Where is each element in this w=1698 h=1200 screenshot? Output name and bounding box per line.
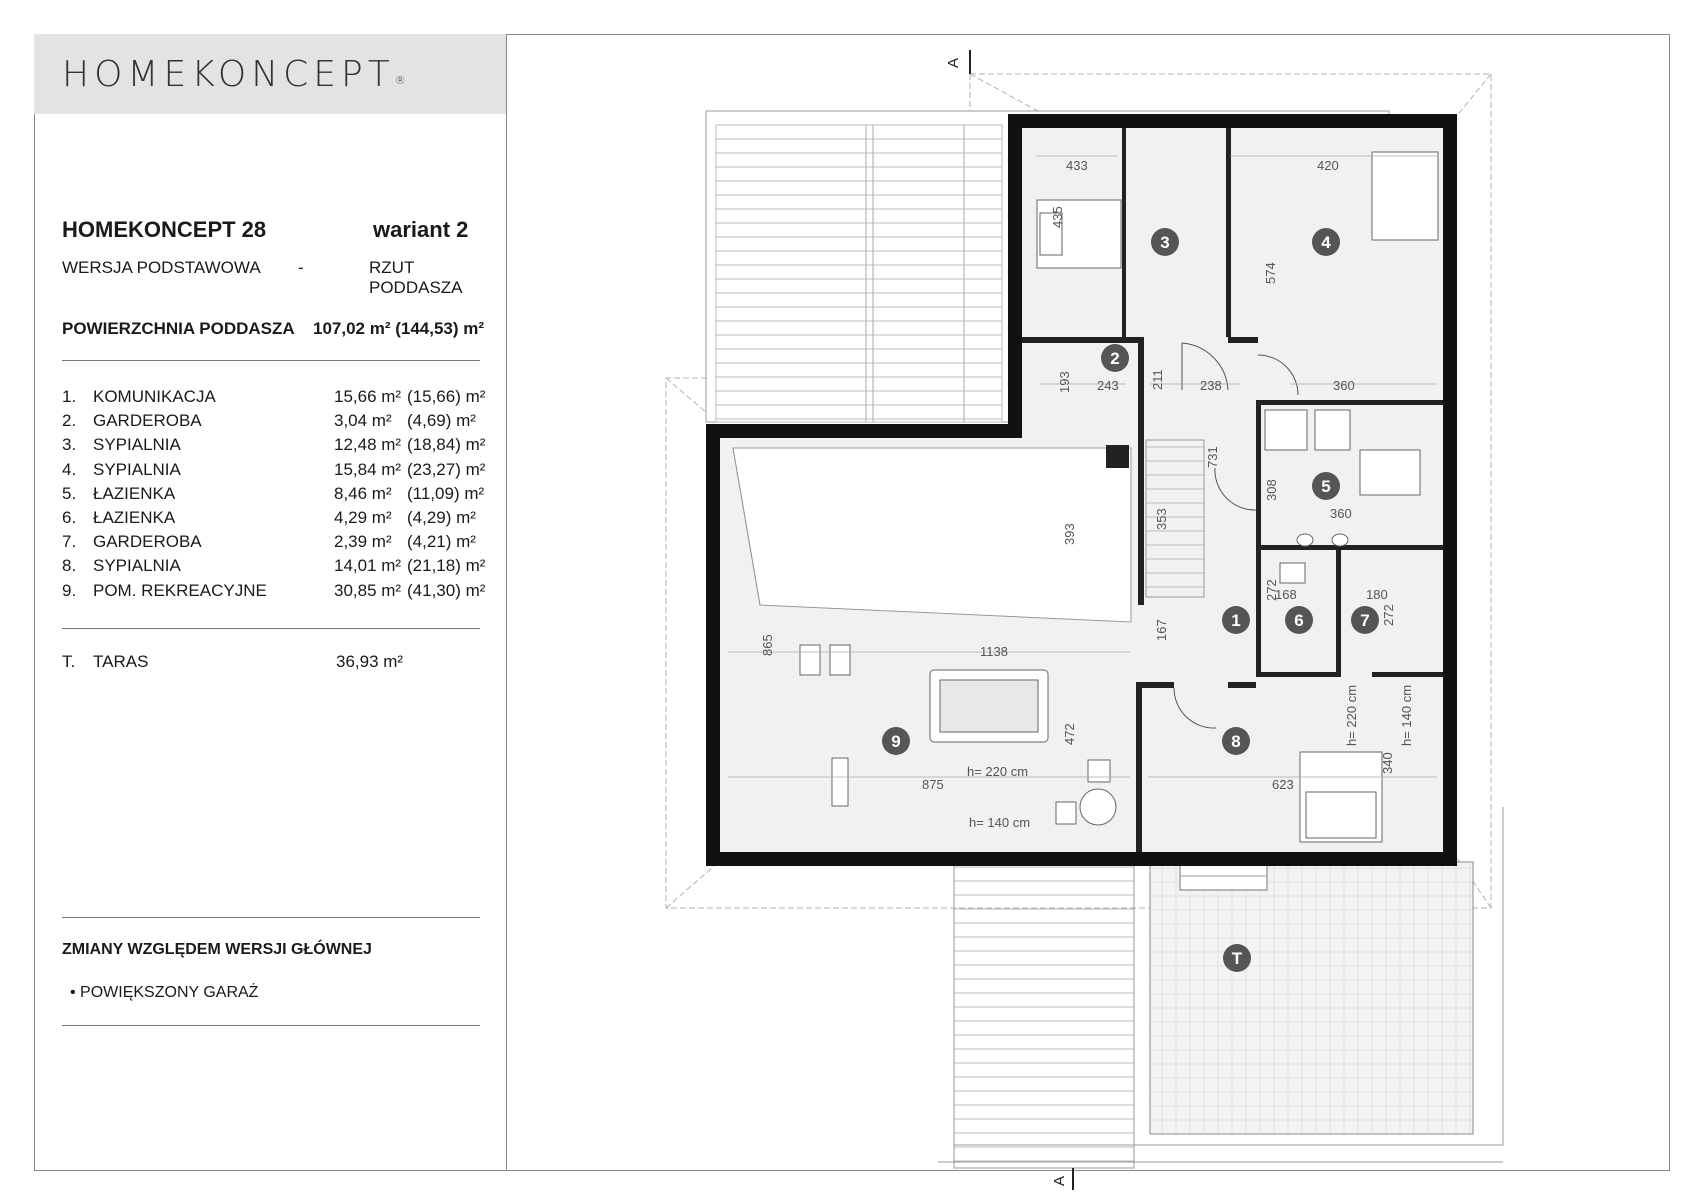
area-value: 107,02 m² (144,53) m² — [313, 319, 485, 338]
dim-label: 420 — [1317, 158, 1339, 173]
area-label: POWIERZCHNIA PODDASZA — [62, 319, 295, 338]
dim-label: 1138 — [980, 644, 1008, 659]
room-name: POM. REKREACYJNE — [93, 580, 267, 600]
room-total-area: (4,29) m² — [407, 508, 476, 527]
room-number: 8. — [62, 556, 77, 576]
room-number: 2. — [62, 411, 77, 431]
room-marker: 2 — [1110, 349, 1120, 368]
room-total-area: (4,21) m² — [407, 532, 476, 552]
dim-label: 393 — [1062, 523, 1077, 545]
project-name: HOMEKONCEPT 28 — [62, 217, 267, 242]
room-marker: 5 — [1321, 477, 1331, 496]
room-name: GARDEROBA — [93, 411, 202, 431]
room-marker: 7 — [1360, 611, 1370, 630]
room-name: GARDEROBA — [93, 532, 202, 552]
room-total-area: (18,84) m² — [407, 435, 486, 455]
section-mark-label: A — [945, 57, 962, 68]
dim-label: 168 — [1275, 587, 1297, 602]
dim-label: 360 — [1333, 378, 1355, 393]
room-area: 12,48 m² — [334, 435, 402, 455]
room-marker: 6 — [1294, 611, 1304, 630]
room-marker: 1 — [1231, 611, 1241, 630]
dim-label: 308 — [1264, 479, 1279, 501]
room-number: 9. — [62, 580, 77, 600]
height-note: h= 220 cm — [1344, 684, 1359, 746]
height-note: h= 140 cm — [969, 815, 1031, 830]
dim-label: 433 — [1066, 158, 1088, 173]
dim-label: 875 — [922, 777, 944, 792]
room-area: 30,85 m² — [334, 580, 402, 600]
dim-label: 193 — [1057, 371, 1072, 393]
room-area: 8,46 m² — [334, 483, 392, 503]
dim-label: 243 — [1097, 378, 1119, 393]
room-marker: 9 — [891, 732, 901, 751]
room-marker: 3 — [1160, 233, 1170, 252]
changes-item: • POWIĘKSZONY GARAŻ — [70, 984, 259, 1001]
height-note: h= 220 cm — [967, 764, 1029, 779]
dim-label: 180 — [1366, 587, 1388, 602]
room-area: 14,01 m² — [334, 556, 402, 576]
room-number: 5. — [62, 483, 77, 503]
room-marker: T — [1231, 949, 1243, 968]
room-number: 7. — [62, 532, 77, 552]
dim-label: 435 — [1050, 206, 1065, 228]
dim-label: 167 — [1154, 619, 1169, 641]
room-name: ŁAZIENKA — [93, 483, 176, 503]
dim-label: 623 — [1272, 777, 1294, 792]
project-variant: wariant 2 — [373, 217, 469, 242]
room-number: 1. — [62, 387, 77, 406]
section-mark-label: A — [1051, 1175, 1068, 1186]
dim-label: 272 — [1381, 604, 1396, 626]
room-marker: 8 — [1231, 732, 1241, 751]
room-area: 2,39 m² — [334, 532, 392, 552]
dim-label: 574 — [1263, 262, 1278, 284]
room-number: 3. — [62, 435, 77, 455]
terrace — [1150, 848, 1473, 1134]
dim-label: 360 — [1330, 506, 1352, 521]
room-marker: 4 — [1321, 233, 1331, 252]
room-total-area: (15,66) m² — [407, 387, 486, 406]
room-total-area: (4,69) m² — [407, 411, 476, 431]
dim-label: 272 — [1264, 579, 1279, 601]
changes-title: ZMIANY WZGLĘDEM WERSJI GŁÓWNEJ — [62, 941, 372, 958]
room-area: 15,84 m² — [334, 459, 402, 479]
dim-label: 340 — [1380, 752, 1395, 774]
room-total-area: (21,18) m² — [407, 556, 486, 576]
room-name: ŁAZIENKA — [93, 508, 176, 527]
view-label: RZUT PODDASZA — [369, 258, 463, 297]
terrace-row: T. TARAS 36,93 m² — [62, 652, 404, 671]
room-name: SYPIALNIA — [93, 459, 181, 479]
height-note: h= 140 cm — [1399, 684, 1414, 746]
room-area: 4,29 m² — [334, 508, 392, 527]
room-name: SYPIALNIA — [93, 556, 181, 576]
room-name: KOMUNIKACJA — [93, 387, 216, 406]
dim-label: 211 — [1150, 369, 1165, 390]
dim-label: 353 — [1154, 508, 1169, 530]
room-total-area: (11,09) m² — [407, 483, 485, 503]
room-total-area: (41,30) m² — [407, 580, 486, 600]
room-total-area: (23,27) m² — [407, 459, 486, 479]
room-number: 4. — [62, 459, 77, 479]
dim-label: 472 — [1062, 723, 1077, 745]
dim-label: 238 — [1200, 378, 1222, 393]
room-area: 15,66 m² — [334, 387, 402, 406]
dim-label: 731 — [1205, 446, 1220, 468]
dim-label: 865 — [760, 634, 775, 656]
room-number: 6. — [62, 508, 77, 527]
brand-logo: HOMEKONCEPT® — [62, 53, 406, 95]
room-name: SYPIALNIA — [93, 435, 181, 455]
version-label: WERSJA PODSTAWOWA — [62, 258, 261, 277]
separator-dash: - — [298, 258, 304, 277]
room-area: 3,04 m² — [334, 411, 392, 431]
